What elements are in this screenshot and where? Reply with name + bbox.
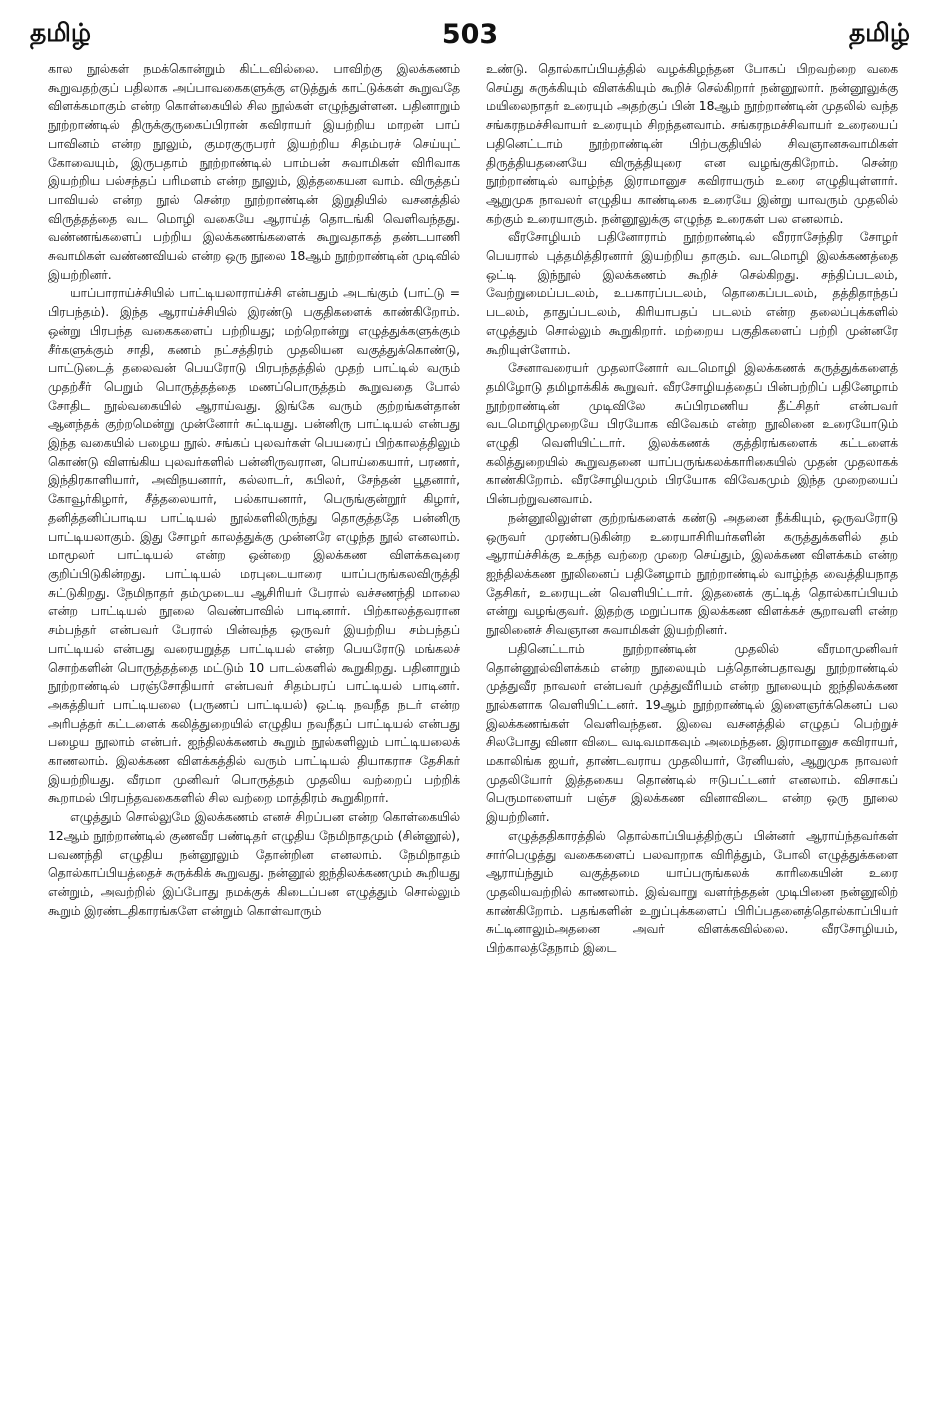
running-head-right: தமிழ் (848, 17, 910, 47)
paragraph: எழுத்தும் சொல்லுமே இலக்கணம் எனச் சிறப்பன என்ற கொள்கையில் 12ஆம் நூற்றாண்டில் குணவீர பண்டிதர் எழுதிய நேமிநாதமும் (சின்னூல்), பவணந்தி எழுதிய நன்னூலும் தோன்றின எனலாம். நேமிநாதம் தொல்காப்பியத்தைச் சுருக்கிக் கூறுவது. நன்னூல் ஐந்திலக்கணமும் கூறியது என்றும், அவற்றில் இப்போது நமக்குக் கிடைப்பன எழுத்தும் சொல்லும் கூறும் இரண்டதிகாரங்களே என்றும் கொள்வாரும் (48, 810, 460, 918)
paragraph: கால நூல்கள் நமக்கொன்றும் கிட்டவில்லை. பாவிற்கு இலக்கணம் கூறுவதற்குப் பதிலாக அப்பாவகைகளுக்கு எடுத்துக் காட்டுக்கள் கூறுவதே விளக்கமாகும் என்ற கொள்கையில் சில நூல்கள் எழுந்துள்ளன. பதினாறும் நூற்றாண்டில் திருக்குருகைப்பிரான் கவிராயர் இயற்றிய மாறன் பாப் பாவினம் என்ற நூலும், குமரகுருபரர் இயற்றிய சிதம்பரச் செய்யுட் கோவையும், இருபதாம் நூற்றாண்டில் பாம்பன் சுவாமிகள் விரிவாக இயற்றிய பல்சந்தப் பரிமளம் என்ற நூலும், இத்தகையன வாம். விருத்தப் பாவியல் என்ற நூல் சென்ற நூற்றாண்டின் இறுதியில் வசனத்தில் விருத்தத்தை வட மொழி வகையே ஆராய்த் தொடங்கி வெளிவந்தது. வண்ணங்களைப் பற்றிய இலக்கணங்களைக் கூறுவதாகத் தண்டபாணி சுவாமிகள் வண்ணவியல் என்ற ஒரு நூலை 18ஆம் நூற்றாண்டின் முடிவில் இயற்றினர். (48, 62, 460, 282)
page-number: 503 (441, 18, 499, 50)
page-header (30, 12, 910, 56)
paragraph: யாப்பாராய்ச்சியில் பாட்டியலாராய்ச்சி என்பதும் அடங்கும் (பாட்டு = பிரபந்தம்). இந்த ஆராய்ச்சியில் இரண்டு பகுதிகளைக் காண்கிறோம். ஒன்று பிரபந்த வகைகளைப் பற்றியது; மற்றொன்று எழுத்துக்களுக்கும் சீர்களுக்கும் சாதி, கணம் நட்சத்திரம் முதலியன வகுத்துக்கொண்டு, பாட்டுடைத் தலைவன் பெயரோடு பிரபந்தத்தில் முதற் பாட்டில் வரும் முதற்சீர் பெறும் பொருத்தத்தை மணப்பொருத்தம் கூறுவதை போல் சோதிட நூல்வகையில் ஆராய்வது. இங்கே வரும் குற்றங்கள்தான் ஆனந்தக் குற்றமென்று முன்னோர் சுட்டியது. பன்னிரு பாட்டியல் என்பது இந்த வகையில் பழைய நூல். சங்கப் புலவர்கள் பெயரைப் பிற்காலத்திலும் கொண்டு விளங்கிய புலவர்களில் பன்னிருவரான, பொய்கையார், பரணர், இந்திரகாளியார், அவிநயனார், கல்லாடர், கபிலர், சேந்தன் பூதனார், கோவூர்கிழார், சீத்தலையார், பல்காயனார், பெருங்குன்றூர் கிழார், தனித்தனிப்பாடிய பாட்டியல் நூல்களிலிருந்து தொகுத்ததே பன்னிரு பாட்டியலாகும். இது சோழர் காலத்துக்கு முன்னரே எழுந்த நூல் எனலாம். மாமூலர் பாட்டியல் என்ற ஒன்றை இலக்கண விளக்கவுரை குறிப்பிடுகின்றது. பாட்டியல் மரபுடையாரை யாப்பருங்கலவிருத்தி சுட்டுகிறது. நேமிநாதர் தம்முடைய ஆசிரியர் பேரால் வச்சணந்தி மாலை என்ற பாட்டியல் நூலை வெண்பாவில் பாடினார். பிற்காலத்தவரான சம்பந்தர் என்பவர் பேரால் பின்வந்த ஒருவர் இயற்றிய சம்பந்தப் பாட்டியல் என்பது வரையறுத்த பாட்டியல் என்ற பெயரோடு மங்கலச் சொற்களின் பொருத்தத்தை மட்டும் 10 பாடல்களில் கூறுகிறது. பதினாறும் நூற்றாண்டில் பரஞ்சோதியார் என்பவர் சிதம்பரப் பாட்டியல் பாடினர். அகத்தியர் பாட்டியலை (பருணப் பாட்டியல்) ஒட்டி நவநீத நடர் என்ற அரிபத்தர் கட்டளைக் கலித்துறையில் எழுதிய நவநீதப் பாட்டியல் என்பது பழைய நூலாம் என்பர். ஐந்திலக்கணம் கூறும் நூல்களிலும் பாட்டியலைக் காணலாம். இலக்கண விளக்கத்தில் வரும் பாட்டியல் தியாகராச தேசிகர் இயற்றியது. வீரமா முனிவர் பொருத்தம் முதலிய வற்றைப் பற்றிக் கூறாமல் பிரபந்தவகைகளில் சில வற்றை மாத்திரம் கூறுகிறார். (48, 286, 460, 806)
text-columns (48, 60, 898, 1400)
paragraph: பதினெட்டாம் நூற்றாண்டின் முதலில் வீரமாமுனிவர் தொன்னூல்விளக்கம் என்ற நூலையும் பத்தொன்பதாவது நூற்றாண்டில் முத்துவீர நாவலர் என்பவர் முத்துவீரியம் என்ற நூலையும் ஐந்திலக்கண நூல்களாக வெளியிட்டனர். 19ஆம் நூற்றாண்டில் இளைஞர்க்கெனப் பல இலக்கணங்கள் வெளிவந்தன. இவை வசனத்தில் எழுதப் பெற்றுச் சிலபோது வினா விடை வடிவமாகவும் அமைந்தன. இராமானுச கவிராயர், மகாலிங்க ஐயர், தாண்டவராய முதலியார், ரேனியஸ், ஆறுமுக நாவலர் முதலியோர் இத்தகைய தொண்டில் ஈடுபட்டனர் எனலாம். விசாகப் பெருமாளையர் பஞ்ச இலக்கண வினாவிடை என்ற ஒரு நூலை இயற்றினர். (486, 641, 898, 825)
paragraph: சேனாவரையர் முதலானோர் வடமொழி இலக்கணக் கருத்துக்களைத் தமிழோடு தமிழாக்கிக் கூறுவர். வீரசோழியத்தைப் பின்பற்றிப் பதினேழாம் நூற்றாண்டின் முடிவிலே சுப்பிரமணிய தீட்சிதர் என்பவர் வடமொழிமுறையே பிரயோக விவேகம் என்ற நூலினை உரையோடும் எழுதி வெளியிட்டார். இலக்கணக் குத்திரங்களைக் கட்டளைக் கலித்துறையில் கூறுவதனை யாப்பருங்கலக்காரிகையில் முதன் முதலாகக் காண்கிறோம். வீரசோழியமும் பிரயோக விவேகமும் இந்த முறையைப் பின்பற்றுவனவாம். (486, 361, 898, 507)
running-head-left: தமிழ் (30, 17, 92, 47)
paragraph: வீரசோழியம் பதினோராம் நூற்றாண்டில் வீரராசேந்திர சோழர் பெயரால் புத்தமித்திரனார் இயற்றிய தாகும். வடமொழி இலக்கணத்தை ஒட்டி இந்நூல் இலக்கணம் கூறிச் செல்கிறது. சந்திப்படலம், வேற்றுமைப்படலம், உபகாரப்படலம், தொகைப்படலம், தத்திதாந்தப் படலம், தாதுப்படலம், கிரியாபதப் படலம் என்ற தலைப்புக்களில் எழுத்தும் சொல்லும் கூறுகிறார். மற்றைய பகுதிகளைப் பற்றி முன்னரே கூறியுள்ளோம். (486, 230, 898, 357)
right-column (486, 60, 898, 1400)
paragraph: எழுத்ததிகாரத்தில் தொல்காப்பியத்திற்குப் பின்னர் ஆராய்ந்தவர்கள் சார்பெழுத்து வகைகளைப் பலவாறாக விரித்தும், போலி எழுத்துக்களை ஆராய்ந்தும் வகுத்தமை யாப்பருங்கலக் காரிகையின் உரை முதலியவற்றில் காணலாம். இவ்வாறு வளர்ந்ததன் முடிபினை நன்னூலிற் காண்கிறோம். பதங்களின் உறுப்புக்களைப் பிரிப்பதனைத்தொல்காப்பியர் சுட்டினாலும்அதனை அவர் விளக்கவில்லை. வீரசோழியம், பிற்காலத்தேநாம் இடை (486, 828, 898, 956)
paragraph: உண்டு. தொல்காப்பியத்தில் வழக்கிழந்தன போகப் பிறவற்றை வகை செய்து சுருக்கியும் விளக்கியும் கூறிச் செல்கிறார் நன்னூலார். நன்னூலுக்கு மயிலைநாதர் உரையும் அதற்குப் பின் 18ஆம் நூற்றாண்டின் முதலில் வந்த சங்கரநமச்சிவாயர் உரையும் சிறந்தனவாம். சங்கரநமச்சிவாயர் உரையைப் பதினெட்டாம் நூற்றாண்டின் பிற்பகுதியில் சிவஞானசுவாமிகள் திருத்தியதனையே விருத்தியுரை என வழங்குகிறோம். சென்ற நூற்றாண்டில் வாழ்ந்த இராமானுச கவிராயரும் உரை எழுதியுள்ளார். ஆறுமுக நாவலர் எழுதிய காண்டிகை உரையே இன்று யாவரும் முதலில் கற்கும் உரையாகும். நன்னூலுக்கு எழுந்த உரைகள் பல எனலாம். (486, 62, 898, 226)
left-column (48, 60, 460, 1400)
paragraph: நன்னூலிலுள்ள குற்றங்களைக் கண்டு அதனை நீக்கியும், ஒருவரோடு ஒருவர் முரண்படுகின்ற உரையாசிரியர்களின் கருத்துக்களில் தம் ஆராய்ச்சிக்கு உகந்த வற்றை முறை செய்தும், இலக்கண விளக்கம் என்ற ஐந்திலக்கண நூலினைப் பதினேழாம் நூற்றாண்டில் வாழ்ந்த வைத்தியநாத தேசிகர், உரையுடன் வெளியிட்டார். இதனைக் குட்டித் தொல்காப்பியம் என்று வழங்குவர். இதற்கு மறுப்பாக இலக்கண விளக்கச் சூறாவளி என்ற நூலினைச் சிவஞான சுவாமிகள் இயற்றினர். (486, 510, 898, 638)
